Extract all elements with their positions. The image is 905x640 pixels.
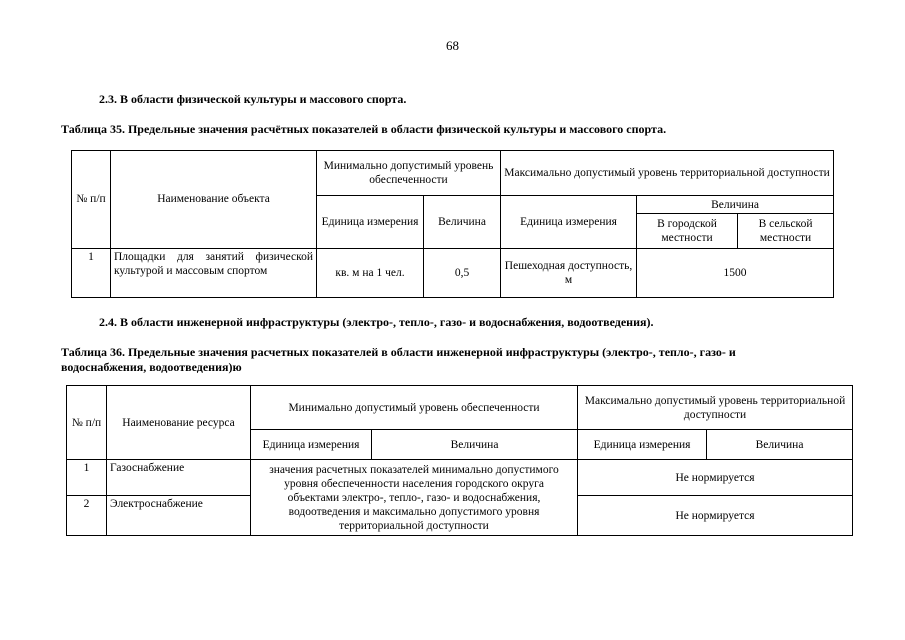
col-name-header: Наименование объекта [111, 151, 317, 249]
row-num: 1 [67, 460, 107, 496]
col-value-header: Величина [424, 195, 501, 248]
table-36-caption: Таблица 36. Предельные значения расчетных показателей в области инженерной инфраструктуры (электро-, тепло-, газо- и водоснабжения, водоотведения)ю [61, 345, 736, 374]
row-name: Газоснабжение [107, 460, 251, 496]
col-rural-header: В сельской местности [738, 214, 834, 249]
row-value2: 1500 [637, 248, 834, 297]
col-value2-header: Величина [637, 195, 834, 213]
table-35 [71, 150, 834, 298]
row-name: Площадки для занятий физической культурой и массовым спортом [111, 248, 317, 297]
row-max-value: Не нормируется [578, 460, 853, 496]
page-number: 68 [446, 38, 459, 53]
col-num-header: № п/п [72, 151, 111, 249]
col-name-header: Наименование ресурса [107, 386, 251, 460]
col-max-header: Максимально допустимый уровень территориальной доступности [578, 386, 853, 430]
col-urban-header: В городской местности [637, 214, 738, 249]
row-value: 0,5 [424, 248, 501, 297]
row-num: 2 [67, 496, 107, 536]
row-max-value: Не нормируется [578, 496, 853, 536]
table-row [67, 460, 853, 496]
table-36 [66, 385, 853, 536]
col-value-header: Величина [372, 430, 578, 460]
col-value2-header: Величина [707, 430, 853, 460]
row-name: Электроснабжение [107, 496, 251, 536]
col-max-header: Максимально допустимый уровень территориальной доступности [501, 151, 834, 196]
row-unit2: Пешеходная доступность, м [501, 248, 637, 297]
table-35-caption: Таблица 35. Предельные значения расчётных показателей в области физической культуры и массового спорта. [61, 122, 667, 136]
row-num: 1 [72, 248, 111, 297]
col-unit-header: Единица измерения [317, 195, 424, 248]
section-2-4-heading: 2.4. В области инженерной инфраструктуры (электро-, тепло-, газо- и водоснабжения, водоотведения). [99, 315, 654, 329]
col-unit2-header: Единица измерения [578, 430, 707, 460]
table-row [72, 248, 834, 297]
col-min-header: Минимально допустимый уровень обеспеченности [251, 386, 578, 430]
col-unit2-header: Единица измерения [501, 195, 637, 248]
section-2-3-heading: 2.3. В области физической культуры и массового спорта. [99, 92, 407, 106]
merged-normative-text: значения расчетных показателей минимально допустимого уровня обеспеченности населения городского округа объектами электро-, тепло-, газо- и водоснабжения, водоотведения и максимально допустимого уровня территориальной доступности [251, 460, 578, 536]
col-min-header: Минимально допустимый уровень обеспеченности [317, 151, 501, 196]
row-unit: кв. м на 1 чел. [317, 248, 424, 297]
col-num-header: № п/п [67, 386, 107, 460]
col-unit-header: Единица измерения [251, 430, 372, 460]
